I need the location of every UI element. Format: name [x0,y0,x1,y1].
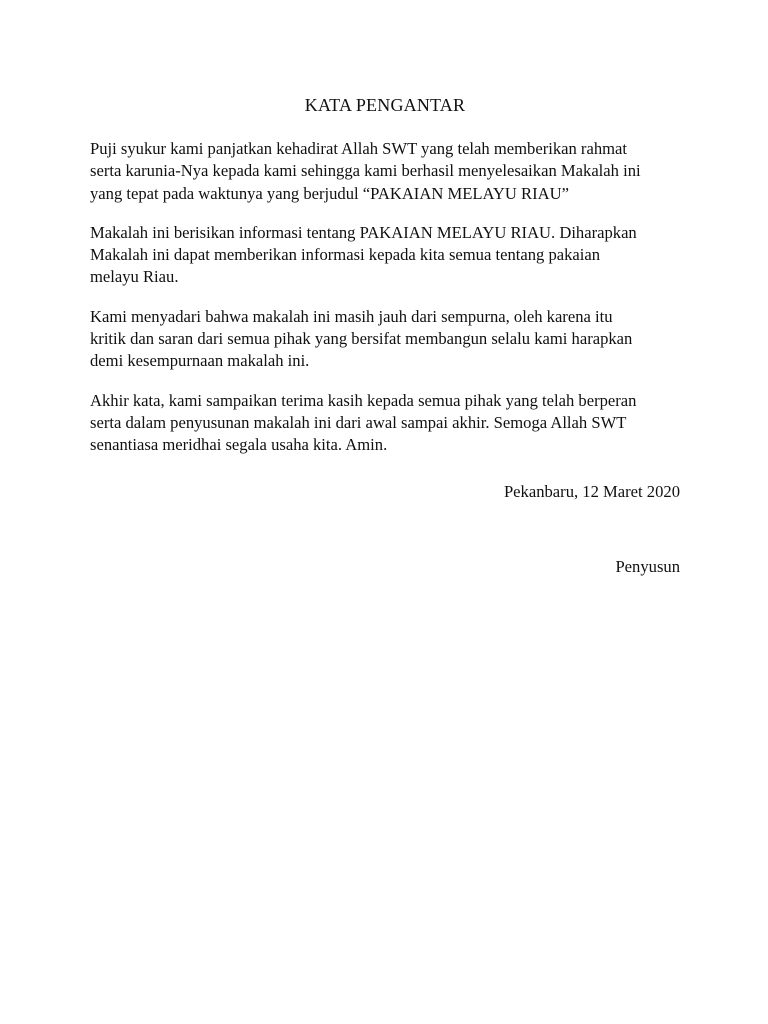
paragraph-feedback [90,306,680,373]
paragraph-line: serta karunia-Nya kepada kami sehingga kami berhasil menyelesaikan Makalah ini [90,161,641,181]
paragraph-content [90,222,680,289]
signer-label: Penyusun [615,557,680,576]
paragraph-line: Akhir kata, kami sampaikan terima kasih kepada semua pihak yang telah berperan [90,390,637,410]
paragraph-line: Makalah ini dapat memberikan informasi kepada kita semua tentang pakaian [90,245,601,265]
paragraph-line: kritik dan saran dari semua pihak yang bersifat membangun selalu kami harapkan [90,329,633,349]
place-date: Pekanbaru, 12 Maret 2020 [503,482,680,501]
paragraph-line: Makalah ini berisikan informasi tentang PAKAIAN MELAYU RIAU. Diharapkan [90,222,637,242]
paragraph-line: senantiasa meridhai segala usaha kita. Amin. [90,435,388,455]
paragraph-line: Puji syukur kami panjatkan kehadirat Allah SWT yang telah memberikan rahmat [90,139,628,158]
paragraph-closing [90,390,680,457]
paragraph-line: serta dalam penyusunan makalah ini dari awal sampai akhir. Semoga Allah SWT [90,412,627,432]
paragraph-line: yang tepat pada waktunya yang berjudul “PAKAIAN MELAYU RIAU” [90,183,569,203]
paragraph-line: demi kesempurnaan makalah ini. [90,351,310,371]
document-title: KATA PENGANTAR [304,95,466,115]
paragraph-line: Kami menyadari bahwa makalah ini masih jauh dari sempurna, oleh karena itu [90,306,613,326]
paragraph-line: melayu Riau. [90,267,179,287]
paragraph-opening [90,138,680,205]
document-body [90,93,680,474]
